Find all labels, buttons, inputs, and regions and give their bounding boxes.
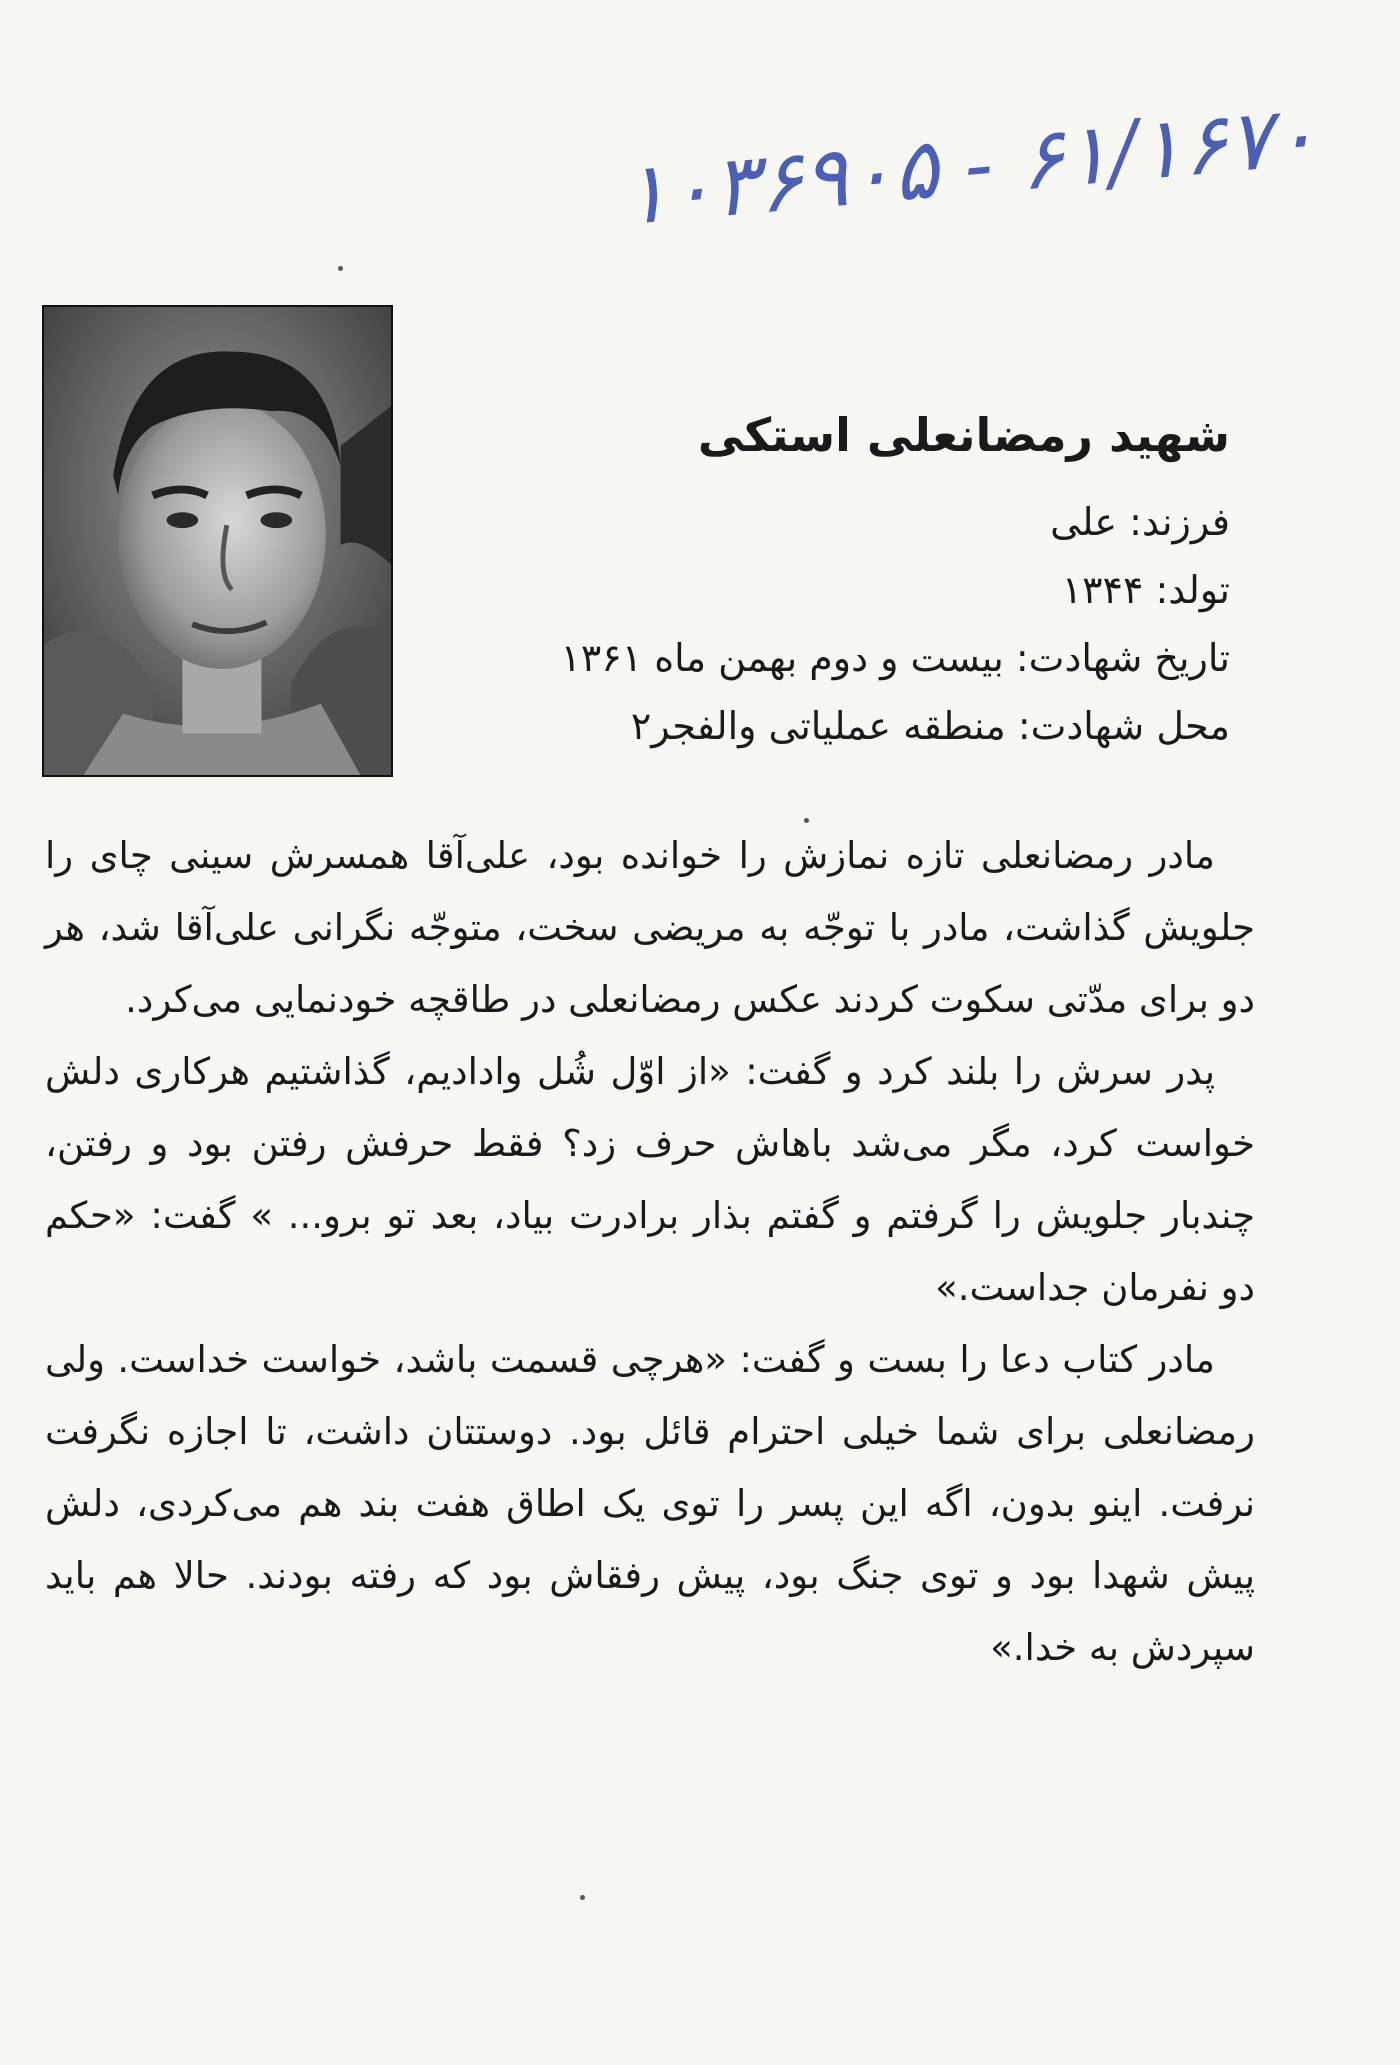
dust-speck — [580, 1895, 585, 1900]
dust-speck — [804, 818, 809, 823]
info-birth: تولد: ۱۳۴۴ — [1061, 568, 1230, 612]
info-father: فرزند: علی — [1050, 500, 1230, 544]
info-martyrdom-place: محل شهادت: منطقه عملیاتی والفجر۲ — [630, 704, 1230, 748]
narrative-text — [45, 820, 1255, 1684]
martyr-name-title: شهید رمضانعلی استکی — [697, 408, 1230, 462]
dust-speck — [338, 266, 343, 271]
paragraph-2: پدر سرش را بلند کرد و گفت: «از اوّل شُل وادادیم، گذاشتیم هرکاری دلش خواست کرد، مگر می‌شد باهاش حرف زد؟ فقط حرفش رفتن بود و رفتن، چندبار جلویش را گرفتم و گفتم بذار برادرت بیاد، بعد تو برو... » گفت: «حکم دو نفرمان جداست.» — [45, 1050, 1255, 1309]
martyr-info-list — [470, 488, 1230, 760]
portrait-image — [44, 307, 391, 775]
paragraph-1: مادر رمضانعلی تازه نمازش را خوانده بود، علی‌آقا همسرش سینی چای را جلویش گذاشت، مادر با توجّه به مریضی سخت، متوجّه نگرانی علی‌آقا شد، هر دو برای مدّتی سکوت کردند عکس رمضانعلی در طاقچه خودنمایی می‌کرد. — [45, 834, 1255, 1021]
paragraph-3: مادر کتاب دعا را بست و گفت: «هرچی قسمت باشد، خواست خداست. ولی رمضانعلی برای شما خیلی احترام قائل بود. دوستتان داشت، تا اجازه نگرفت نرفت. اینو بدون، اگه این پسر را توی یک اطاق هفت بند هم می‌کردی، دلش پیش شهدا بود و توی جنگ بود، پیش رفقاش بود که رفته بودند. حالا هم باید سپردش به خدا.» — [45, 1338, 1255, 1669]
handwritten-archive-number: ۶۱/۱۶۷۰ - ۱۰۳۶۹۰۵ — [618, 85, 1322, 245]
info-martyrdom-date: تاریخ شهادت: بیست و دوم بهمن ماه ۱۳۶۱ — [560, 636, 1230, 680]
portrait-photo — [42, 305, 393, 777]
